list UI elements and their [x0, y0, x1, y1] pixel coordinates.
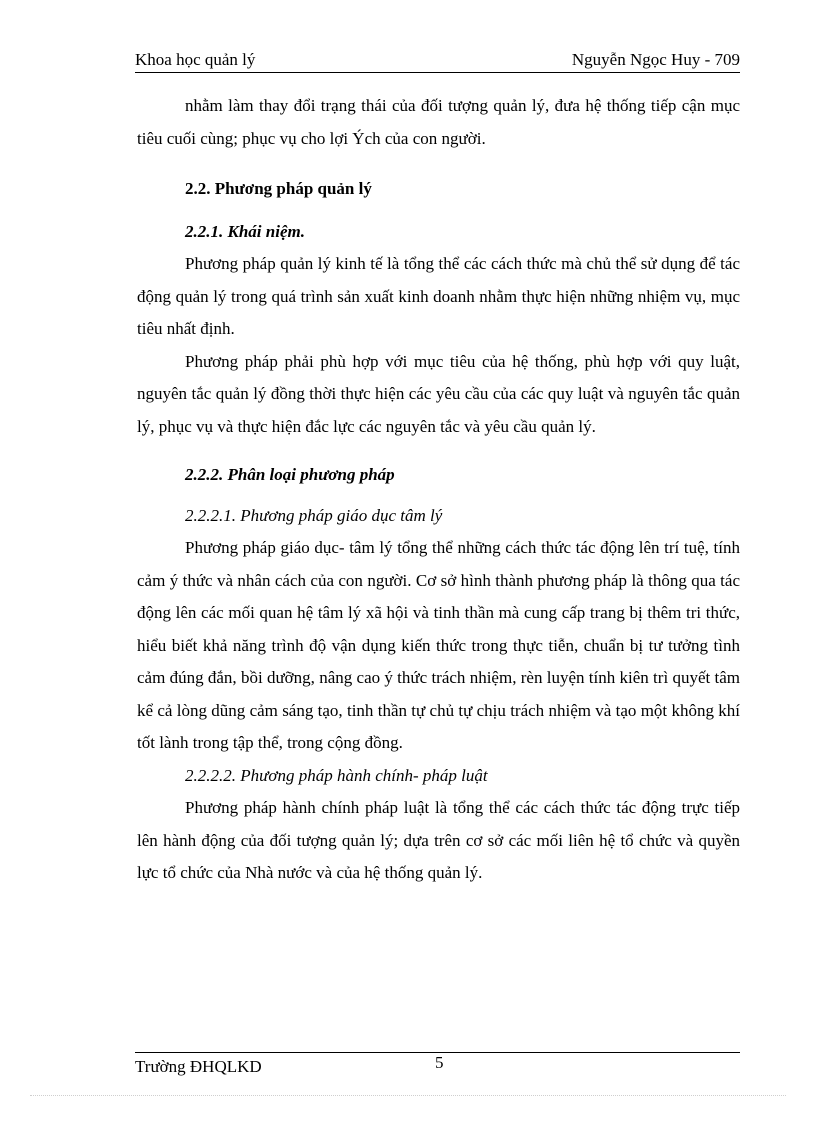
paragraph-definition: Phương pháp quản lý kinh tế là tổng thể các cách thức mà chủ thể sử dụng để tác động quản lý trong quá trình sản xuất kinh doanh nhằm thực hiện những nhiệm vụ, mục tiêu nhất định.	[137, 254, 740, 338]
page-bottom-divider	[30, 1095, 786, 1096]
page-number: 5	[435, 1053, 444, 1072]
header-course-title: Khoa học quản lý	[135, 50, 256, 69]
paragraph-requirements: Phương pháp phải phù hợp với mục tiêu của hệ thống, phù hợp với quy luật, nguyên tắc quản lý đồng thời thực hiện các yêu cầu của các quy luật và nguyên tắc quản lý, phục vụ và thực hiện đắc lực các nguyên tắc và yêu cầu quản lý.	[137, 351, 740, 436]
header-author: Nguyễn Ngọc Huy - 709	[571, 50, 740, 69]
section-heading-2-2-1: 2.2.1. Khái niệm.	[185, 221, 305, 241]
document-body	[137, 90, 740, 890]
page-footer	[135, 1052, 740, 1079]
section-heading-2-2-2-2: 2.2.2.2. Phương pháp hành chính- pháp luật	[185, 765, 488, 785]
section-heading-2-2-2: 2.2.2. Phân loại phương pháp	[185, 465, 395, 484]
paragraph-administrative-method: Phương pháp hành chính pháp luật là tổng thể các cách thức tác động trực tiếp lên hành động của đối tượng quản lý; dựa trên cơ sở các mối liên hệ tổ chức và quyền lực tổ chức của Nhà nước và của hệ thống quản lý.	[137, 798, 740, 882]
footer-school-name: Trường ĐHQLKD	[135, 1057, 262, 1076]
paragraph-intro: nhằm làm thay đổi trạng thái của đối tượng quản lý, đưa hệ thống tiếp cận mục tiêu cuối cùng; phục vụ cho lợi Ých của con người.	[137, 96, 740, 148]
page-header	[135, 50, 740, 73]
paragraph-psychology-method: Phương pháp giáo dục- tâm lý tổng thể những cách thức tác động lên trí tuệ, tính cảm ý thức và nhân cách của con người. Cơ sở hình thành phương pháp là thông qua tác động lên các mối quan hệ tâm lý xã hội và tinh thần mà cung cấp trang bị thêm tri thức, hiểu biết khả năng trình độ vận dụng kiến thức trong thực tiễn, chuẩn bị tư tưởng tình cảm đúng đắn, bồi dưỡng, nâng cao ý thức trách nhiệm, rèn luyện tính kiên trì quyết tâm kể cả lòng dũng cảm sáng tạo, tinh thần tự chủ tự chịu trách nhiệm và tạo một không khí tốt lành trong tập thể, trong cộng đồng.	[137, 538, 740, 752]
section-heading-2-2-2-1: 2.2.2.1. Phương pháp giáo dục tâm lý	[185, 505, 443, 525]
section-heading-2-2: 2.2. Phương pháp quản lý	[185, 179, 372, 198]
